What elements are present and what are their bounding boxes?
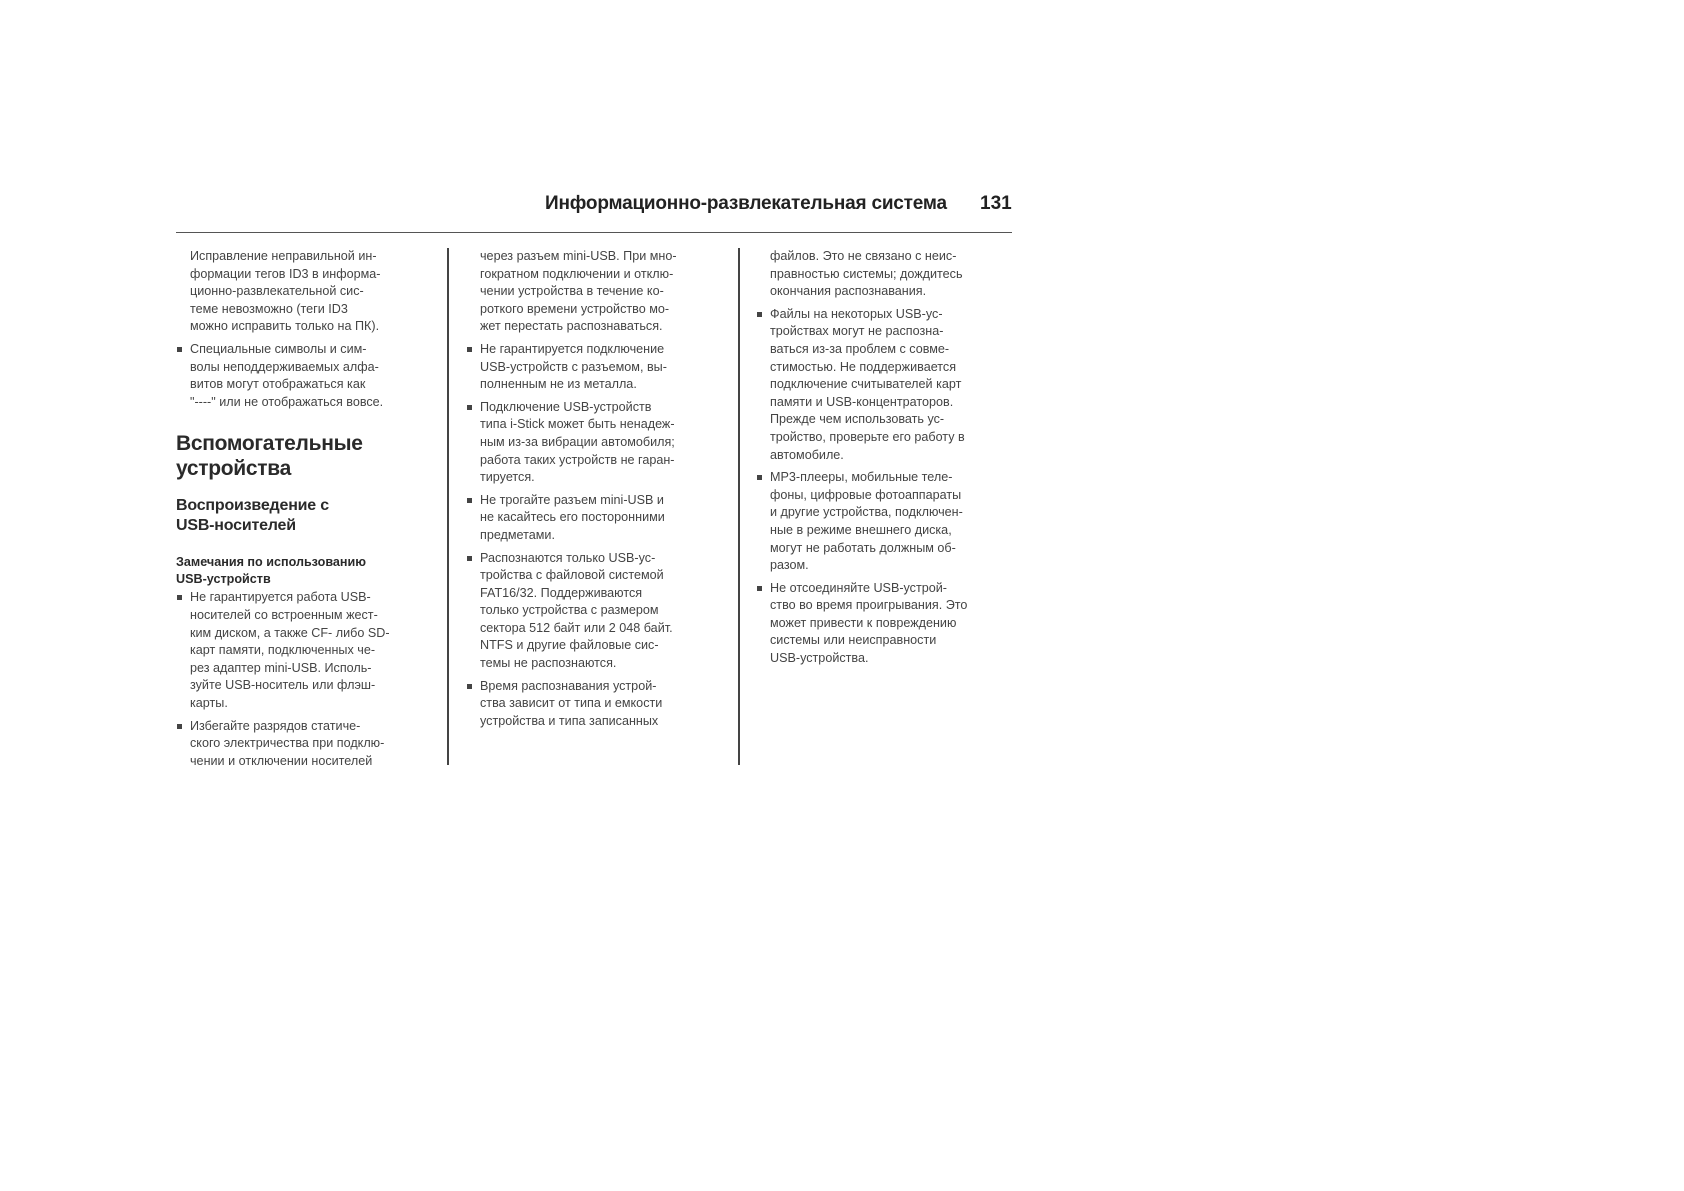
text-line: разом. bbox=[770, 558, 809, 573]
text-line: полненным не из металла. bbox=[480, 377, 637, 392]
text-line: USB-устройств с разъемом, вы- bbox=[480, 359, 667, 374]
continued-paragraph bbox=[480, 248, 730, 336]
bullet-text bbox=[190, 589, 440, 712]
bullet-text bbox=[770, 469, 1020, 575]
text-line: через разъем mini-USB. При мно- bbox=[480, 249, 677, 263]
subsection-heading bbox=[176, 496, 440, 536]
column-1 bbox=[176, 248, 440, 775]
column-2 bbox=[480, 248, 730, 735]
text-line: жет перестать распознаваться. bbox=[480, 319, 663, 334]
bullet-item bbox=[466, 341, 730, 394]
bullet-marker bbox=[757, 475, 762, 480]
text-line: карты. bbox=[190, 695, 228, 710]
text-line: карт памяти, подключенных че- bbox=[190, 643, 376, 658]
text-line: памяти и USB-концентраторов. bbox=[770, 394, 954, 409]
text-line: формации тегов ID3 в информа- bbox=[190, 266, 381, 281]
text-line: витов могут отображаться как bbox=[190, 377, 366, 392]
text-line: ство во время проигрывания. Это bbox=[770, 598, 968, 613]
text-line: правностью системы; дождитесь bbox=[770, 266, 963, 281]
text-line: Прежде чем использовать ус- bbox=[770, 412, 945, 427]
page-number: 131 bbox=[980, 193, 1012, 214]
bullet-item bbox=[176, 589, 440, 712]
bullet-text bbox=[480, 341, 730, 394]
text-line: подключение считывателей карт bbox=[770, 377, 962, 392]
bullet-text bbox=[190, 341, 440, 411]
bullet-text bbox=[770, 306, 1020, 464]
bullet-marker bbox=[177, 724, 182, 729]
text-line: тируется. bbox=[480, 470, 535, 485]
section-heading bbox=[176, 431, 440, 481]
text-line: носителей со встроенным жест- bbox=[190, 607, 378, 622]
text-line: ким диском, а также CF- либо SD- bbox=[190, 625, 390, 640]
text-line: Файлы на некоторых USB-ус- bbox=[770, 306, 943, 321]
text-line: файлов. Это не связано с неис- bbox=[770, 249, 957, 263]
text-line: NTFS и другие файловые сис- bbox=[480, 638, 659, 653]
text-line: Воспроизведение с bbox=[176, 497, 329, 515]
text-line: теме невозможно (теги ID3 bbox=[190, 301, 348, 316]
text-line: автомобиле. bbox=[770, 447, 844, 462]
text-line: Вспомогательные bbox=[176, 432, 363, 456]
bullet-text bbox=[190, 718, 440, 771]
text-line: не касайтесь его посторонними bbox=[480, 510, 665, 525]
text-line: USB-носителей bbox=[176, 517, 296, 535]
text-line: "----" или не отображаться вовсе. bbox=[190, 394, 384, 409]
text-line: только устройства с размером bbox=[480, 603, 659, 618]
text-line: могут не работать должным об- bbox=[770, 540, 956, 555]
intro-paragraph bbox=[190, 248, 440, 336]
text-line: Не трогайте разъем mini-USB и bbox=[480, 492, 664, 507]
column-divider-2 bbox=[738, 248, 740, 765]
text-line: окончания распознавания. bbox=[770, 284, 927, 299]
text-line: тройство, проверьте его работу в bbox=[770, 429, 965, 444]
text-line: тройствах могут не распозна- bbox=[770, 324, 944, 339]
text-line: системы или неисправности bbox=[770, 633, 937, 648]
text-line: фоны, цифровые фотоаппараты bbox=[770, 487, 962, 502]
text-line: роткого времени устройство мо- bbox=[480, 301, 670, 316]
notes-heading bbox=[176, 554, 440, 588]
bullet-marker bbox=[757, 586, 762, 591]
column-3 bbox=[770, 248, 1020, 673]
bullet-marker bbox=[467, 556, 472, 561]
text-line: работа таких устройств не гаран- bbox=[480, 452, 675, 467]
bullet-item bbox=[756, 469, 1020, 575]
text-line: типа i-Stick может быть ненадеж- bbox=[480, 417, 675, 432]
text-line: Замечания по использованию bbox=[176, 555, 367, 570]
text-line: рез адаптер mini-USB. Исполь- bbox=[190, 660, 372, 675]
bullet-item bbox=[466, 678, 730, 731]
text-line: Распознаются только USB-ус- bbox=[480, 550, 656, 565]
text-line: гократном подключении и отклю- bbox=[480, 266, 674, 281]
text-line: и другие устройства, подключен- bbox=[770, 505, 963, 520]
bullet-item bbox=[466, 399, 730, 487]
text-line: ваться из-за проблем с совме- bbox=[770, 341, 950, 356]
text-line: Исправление неправильной ин- bbox=[190, 249, 377, 263]
text-line: Не гарантируется подключение bbox=[480, 341, 665, 356]
text-line: можно исправить только на ПК). bbox=[190, 319, 380, 334]
bullet-marker bbox=[467, 405, 472, 410]
text-line: темы не распознаются. bbox=[480, 656, 617, 671]
text-line: Специальные символы и сим- bbox=[190, 341, 367, 356]
text-line: сектора 512 байт или 2 048 байт. bbox=[480, 620, 673, 635]
text-line: USB-устройства. bbox=[770, 651, 869, 666]
text-line: Подключение USB-устройств bbox=[480, 399, 652, 414]
bullet-marker bbox=[757, 312, 762, 317]
text-line: предметами. bbox=[480, 527, 555, 542]
text-line: USB-устройств bbox=[176, 572, 271, 587]
text-line: Не отсоединяйте USB-устрой- bbox=[770, 580, 947, 595]
text-line: волы неподдерживаемых алфа- bbox=[190, 359, 379, 374]
continued-paragraph bbox=[770, 248, 1020, 301]
text-line: может привести к повреждению bbox=[770, 615, 957, 630]
bullet-item bbox=[176, 718, 440, 771]
text-line: стимостью. Не поддерживается bbox=[770, 359, 957, 374]
text-line: ным из-за вибрации автомобиля; bbox=[480, 434, 675, 449]
text-line: Не гарантируется работа USB- bbox=[190, 590, 371, 605]
text-line: устройства и типа записанных bbox=[480, 713, 659, 728]
header-rule bbox=[176, 232, 1012, 233]
bullet-item bbox=[176, 341, 440, 411]
bullet-item bbox=[466, 492, 730, 545]
text-line: чении устройства в течение ко- bbox=[480, 284, 664, 299]
bullet-item bbox=[756, 580, 1020, 668]
text-line: ные в режиме внешнего диска, bbox=[770, 522, 952, 537]
text-line: Избегайте разрядов статиче- bbox=[190, 718, 361, 733]
text-line: Время распознавания устрой- bbox=[480, 678, 657, 693]
bullet-marker bbox=[177, 347, 182, 352]
text-line: тройства с файловой системой bbox=[480, 568, 664, 583]
text-line: ского электричества при подклю- bbox=[190, 736, 385, 751]
text-line: устройства bbox=[176, 457, 291, 481]
text-line: зуйте USB-носитель или флэш- bbox=[190, 678, 376, 693]
text-line: MP3-плееры, мобильные теле- bbox=[770, 470, 953, 485]
bullet-text bbox=[480, 550, 730, 673]
bullet-marker bbox=[467, 498, 472, 503]
bullet-text bbox=[480, 399, 730, 487]
bullet-text bbox=[480, 492, 730, 545]
bullet-marker bbox=[467, 347, 472, 352]
text-line: чении и отключении носителей bbox=[190, 753, 373, 768]
text-line: FAT16/32. Поддерживаются bbox=[480, 585, 643, 600]
bullet-text bbox=[480, 678, 730, 731]
bullet-marker bbox=[467, 684, 472, 689]
running-title: Информационно-развлекательная система bbox=[545, 193, 947, 214]
text-line: ционно-развлекательной сис- bbox=[190, 284, 364, 299]
bullet-marker bbox=[177, 595, 182, 600]
column-divider-1 bbox=[447, 248, 449, 765]
bullet-item bbox=[756, 306, 1020, 464]
text-line: ства зависит от типа и емкости bbox=[480, 696, 663, 711]
bullet-item bbox=[466, 550, 730, 673]
bullet-text bbox=[770, 580, 1020, 668]
